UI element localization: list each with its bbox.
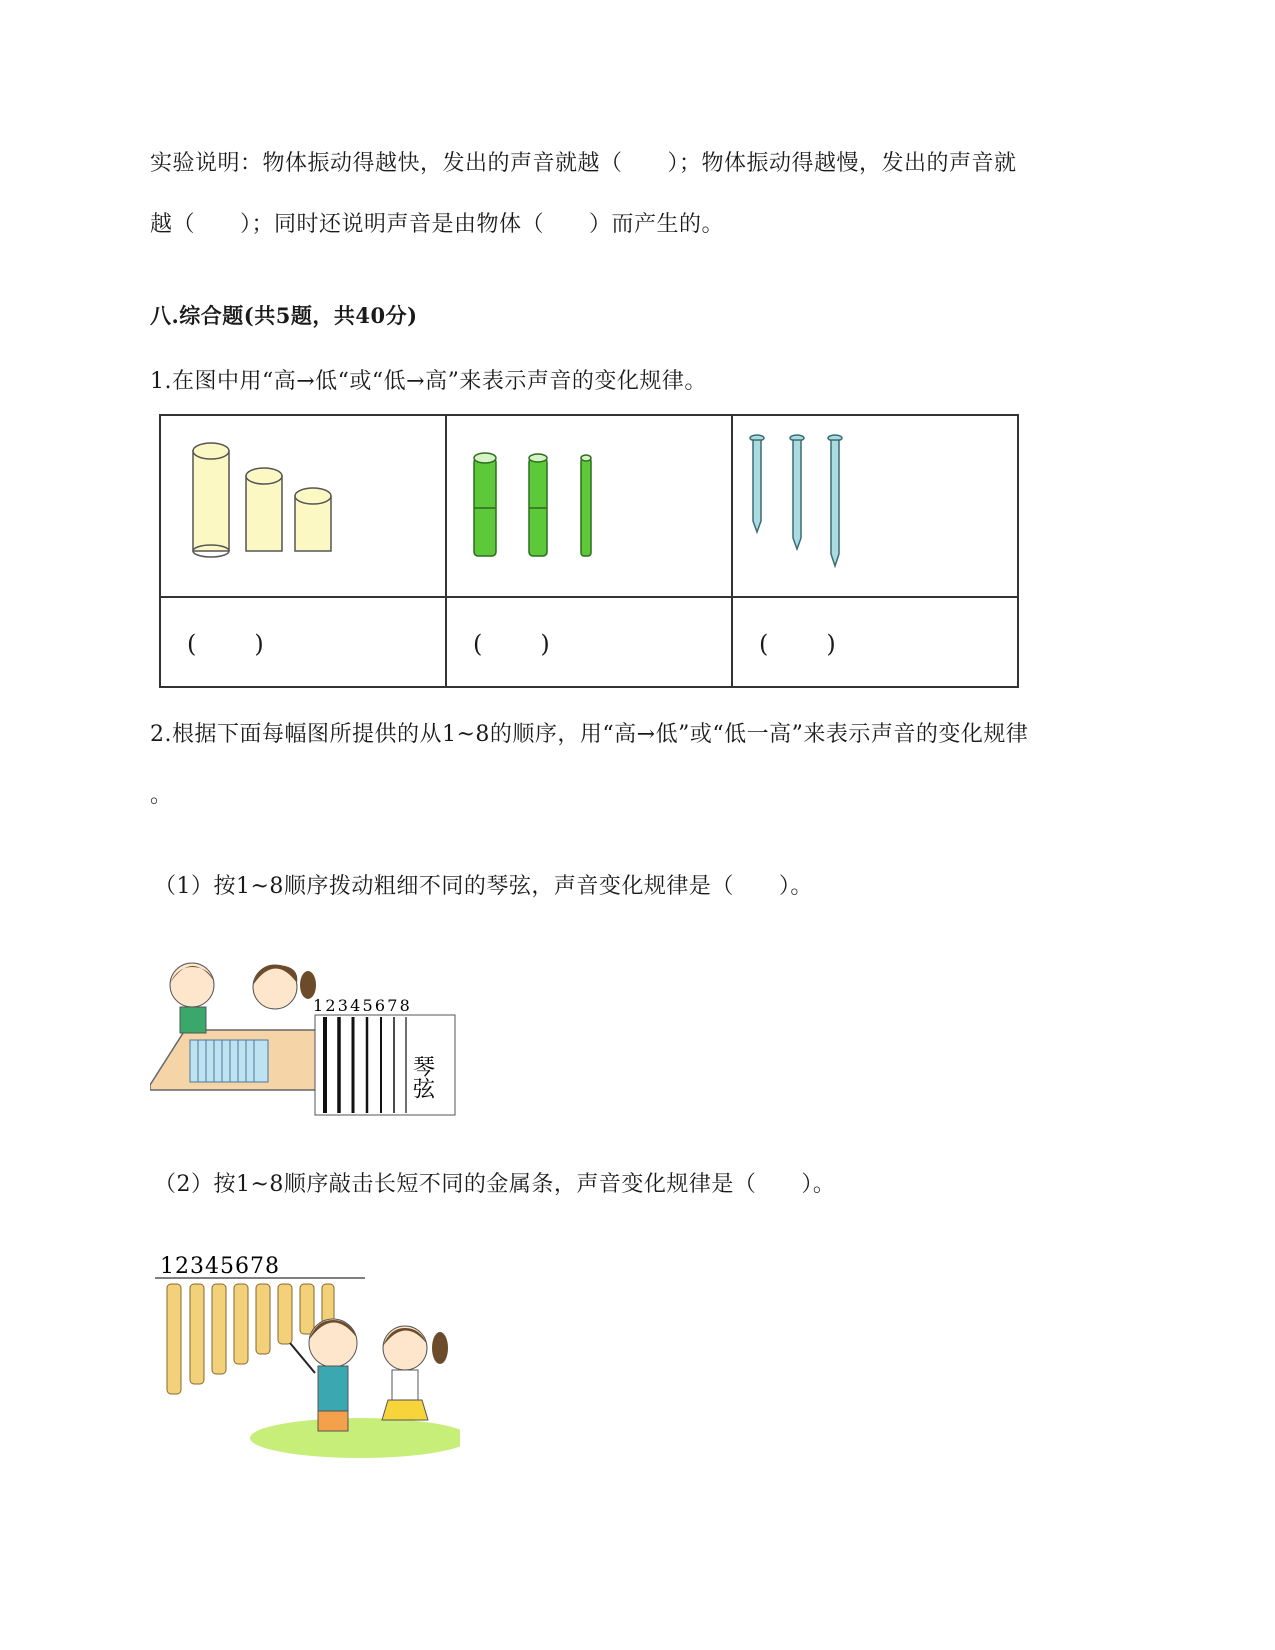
strings-illustration [150,955,460,1120]
bamboo-figure [447,416,731,592]
question-1-text: 1.在图中用“高→低“或“低→高”来表示声音的变化规律。 [150,369,707,394]
answer-cell-1[interactable] [160,597,446,687]
nails-cell [732,415,1018,597]
answer-blank-2: () [473,630,608,658]
metal-bars-numbers: 12345678 [160,1254,280,1279]
answer-cell-2[interactable] [446,597,732,687]
answer-blank-1: () [187,630,322,658]
sub-question-2: （2）按1~8顺序敲击长短不同的金属条，声音变化规律是（ ）。 [154,1172,836,1197]
cylinders-cell [160,415,446,597]
answer-cell-3[interactable] [732,597,1018,687]
bamboo-cell [446,415,732,597]
metal-bars-illustration [150,1248,460,1463]
cylinders-figure [161,416,445,592]
strings-numbers: 12345678 [313,996,413,1015]
nails-figure [733,416,1017,592]
question-2-text-tail: 。 [150,783,173,808]
experiment-line-2: 越（ ）；同时还说明声音是由物体（ ）而产生的。 [150,212,725,237]
question-1-table [159,414,1019,688]
question-2-text: 2.根据下面每幅图所提供的从1~8的顺序，用“高→低”或“低一高”来表示声音的变化规律 [150,722,1029,747]
strings-label: 琴弦 [409,1055,435,1099]
section-heading: 八.综合题(共5题，共40分) [150,303,418,328]
experiment-line-1: 实验说明：物体振动得越快，发出的声音就越（ ）；物体振动得越慢，发出的声音就 [150,151,1017,176]
sub-question-1: （1）按1~8顺序拨动粗细不同的琴弦，声音变化规律是（ ）。 [154,874,813,899]
answer-blank-3: () [759,630,894,658]
